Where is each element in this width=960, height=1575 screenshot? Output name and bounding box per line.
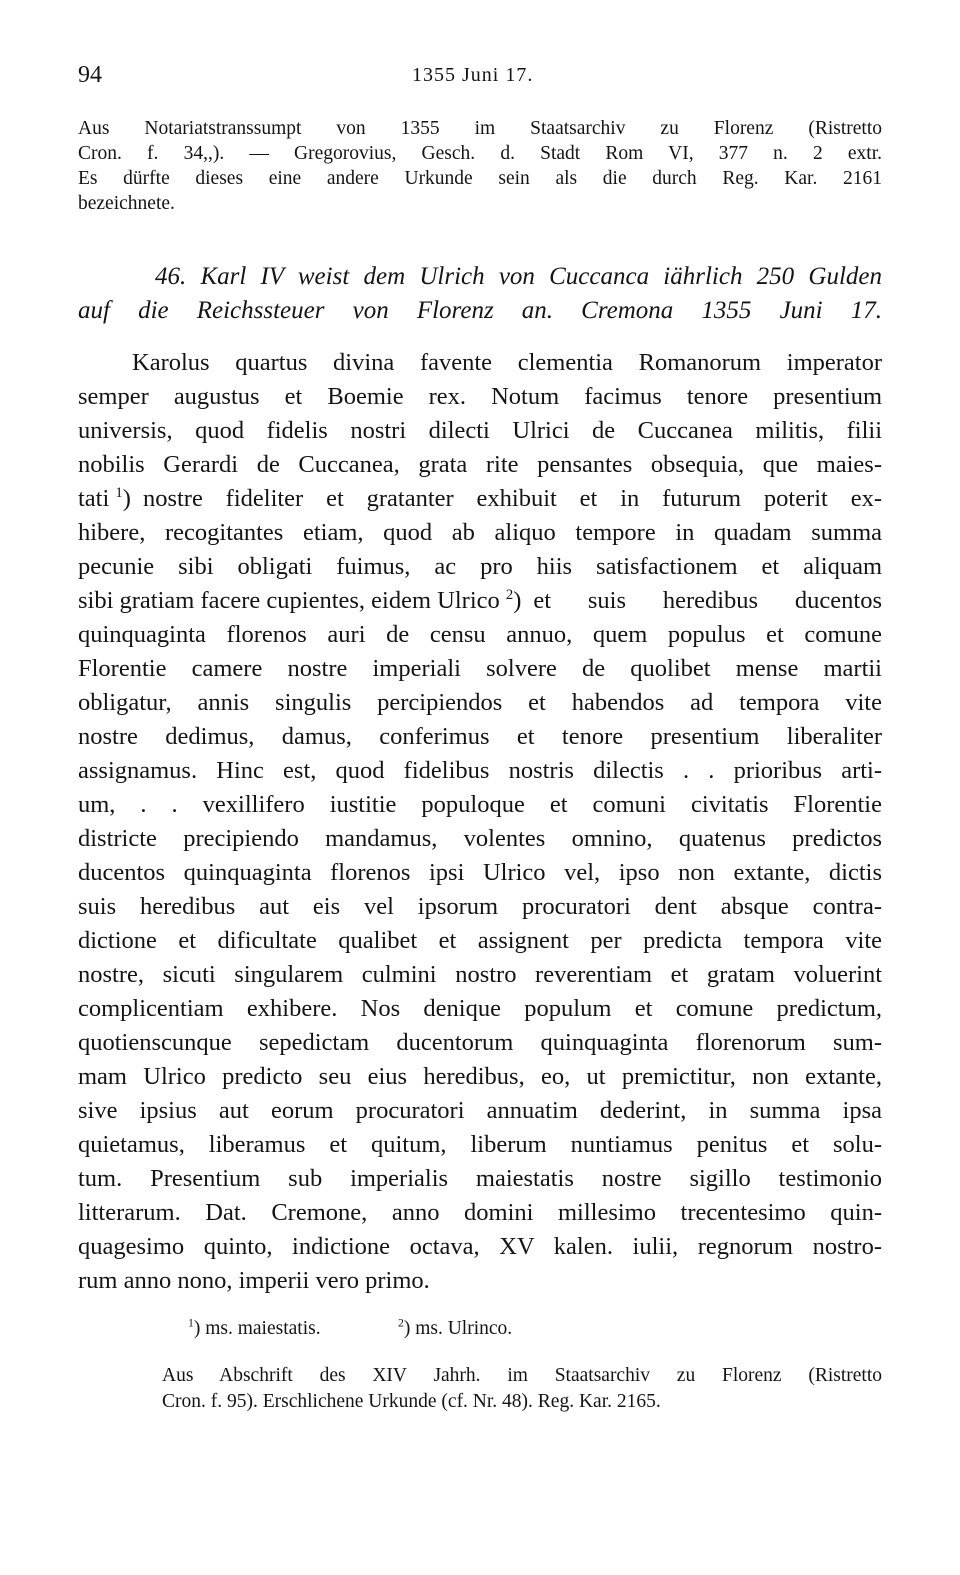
- body-line: nobilis Gerardi de Cuccanea, grata rite pensantes obsequia, que maies-: [78, 451, 882, 478]
- body-line: complicentiam exhibere. Nos denique populum et comune predictum,: [78, 995, 882, 1022]
- source-note-line: bezeichnete.: [78, 193, 175, 214]
- body-line: Karolus quartus divina favente clementia Romanorum imperator: [132, 349, 882, 376]
- footnote-mark: 1: [188, 1316, 194, 1330]
- body-line: dictione et dificultate qualibet et assignent per predicta tempora vite: [78, 927, 882, 954]
- body-line: universis, quod fidelis nostri dilecti Ulrici de Cuccanea militis, filii: [78, 417, 882, 444]
- body-line-start: sibi gratiam facere cupientes, eidem Ulrico $^2$): [78, 586, 522, 614]
- body-line: [78, 484, 882, 514]
- body-word: tati $^1$): [78, 484, 131, 512]
- body-line: rum anno nono, imperii vero primo.: [78, 1267, 430, 1294]
- footnote-mark: 1: [115, 484, 123, 501]
- body-line: [78, 586, 882, 616]
- closing-note-line: Cron. f. 95). Erschlichene Urkunde (cf. Nr. 48). Reg. Kar. 2165.: [162, 1391, 661, 1412]
- heading-line: 46. Karl IV weist dem Ulrich von Cuccanca iährlich 250 Gulden: [155, 263, 882, 290]
- body-line: tum. Presentium sub imperialis maiestatis nostre sigillo testimonio: [78, 1165, 882, 1192]
- body-line: quotienscunque sepedictam ducentorum quinquaginta florenorum sum-: [78, 1029, 882, 1056]
- footnote-text: ) ms. Ulrinco.: [403, 1318, 513, 1339]
- source-note-line: Es dürfte dieses eine andere Urkunde sein als die durch Reg. Kar. 2161: [78, 168, 882, 189]
- body-line: quagesimo quinto, indictione octava, XV kalen. iulii, regnorum nostro-: [78, 1233, 882, 1260]
- body-line-rest: nostre fideliter et gratanter exhibuit et in futurum poterit ex-: [142, 485, 882, 512]
- body-line-rest: et suis heredibus ducentos: [533, 587, 882, 614]
- source-note-line: Aus Notariatstranssumpt von 1355 im Staatsarchiv zu Florenz (Ristretto: [78, 118, 882, 139]
- body-word-text: tati: [78, 485, 110, 512]
- body-line: districte precipiendo mandamus, volentes omnino, quatenus predictos: [78, 825, 882, 852]
- page-number: 94: [78, 62, 102, 88]
- body-line: nostre dedimus, damus, conferimus et tenore presentium liberaliter: [78, 723, 882, 750]
- body-line: litterarum. Dat. Cremone, anno domini millesimo trecentesimo quin-: [78, 1199, 882, 1226]
- footnote-mark: 2: [505, 586, 514, 603]
- running-head: 1355 Juni 17.: [412, 64, 534, 86]
- body-line: sive ipsius aut eorum procuratori annuatim dederint, in summa ipsa: [78, 1097, 882, 1124]
- footnote-mark: 2: [398, 1316, 404, 1330]
- body-line: quietamus, liberamus et quitum, liberum nuntiamus penitus et solu-: [78, 1131, 882, 1158]
- body-line: mam Ulrico predicto seu eius heredibus, eo, ut premictitur, non extante,: [78, 1063, 882, 1090]
- body-line: ducentos quinquaginta florenos ipsi Ulrico vel, ipso non extante, dictis: [78, 859, 882, 886]
- footnote-2: [398, 1318, 512, 1340]
- body-line: pecunie sibi obligati fuimus, ac pro hiis satisfactionem et aliquam: [78, 553, 882, 580]
- body-line: um, . . vexillifero iustitie populoque et comuni civitatis Florentie: [78, 791, 882, 818]
- closing-note-line: Aus Abschrift des XIV Jahrh. im Staatsarchiv zu Florenz (Ristretto: [162, 1365, 882, 1386]
- heading-line: auf die Reichssteuer von Florenz an. Cremona 1355 Juni 17.: [78, 297, 882, 324]
- body-line: semper augustus et Boemie rex. Notum facimus tenore presentium: [78, 383, 882, 410]
- body-line: suis heredibus aut eis vel ipsorum procuratori dent absque contra-: [78, 893, 882, 920]
- footnote-text: ) ms. maiestatis.: [193, 1318, 321, 1339]
- body-line-start-text: sibi gratiam facere cupientes, eidem Ulrico: [78, 587, 500, 614]
- footnote-1: [188, 1318, 321, 1340]
- body-line: hibere, recogitantes etiam, quod ab aliquo tempore in quadam summa: [78, 519, 882, 546]
- body-line: nostre, sicuti singularem culmini nostro reverentiam et gratam voluerint: [78, 961, 882, 988]
- source-note-line: Cron. f. 34,,). — Gregorovius, Gesch. d. Stadt Rom VI, 377 n. 2 extr.: [78, 143, 882, 164]
- body-line: obligatur, annis singulis percipiendos et habendos ad tempora vite: [78, 689, 882, 716]
- body-line: quinquaginta florenos auri de censu annuo, quem populus et comune: [78, 621, 882, 648]
- body-line: assignamus. Hinc est, quod fidelibus nostris dilectis . . prioribus arti-: [78, 757, 882, 784]
- body-line: Florentie camere nostre imperiali solvere de quolibet mense martii: [78, 655, 882, 682]
